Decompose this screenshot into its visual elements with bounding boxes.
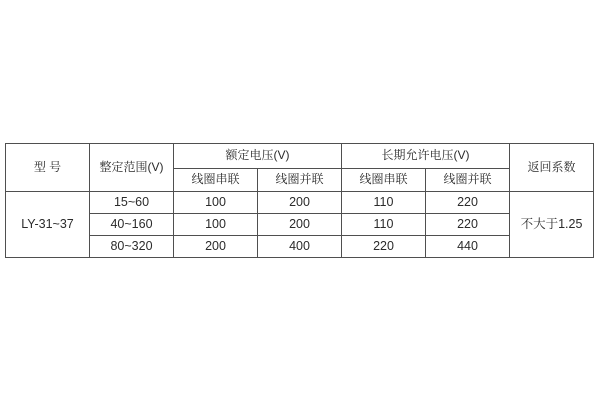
header-long-term-voltage: 长期允许电压(V) xyxy=(342,144,510,169)
header-setting-range: 整定范围(V) xyxy=(90,144,174,192)
header-model: 型 号 xyxy=(6,144,90,192)
rated-series-value: 100 xyxy=(174,192,258,214)
table-row xyxy=(6,214,594,236)
rated-series-value: 200 xyxy=(174,236,258,258)
setting-range-value: 80~320 xyxy=(90,236,174,258)
rated-parallel-value: 200 xyxy=(258,214,342,236)
subheader-rated-coil-parallel: 线圈并联 xyxy=(258,169,342,192)
longterm-parallel-value: 220 xyxy=(426,192,510,214)
rated-parallel-value: 400 xyxy=(258,236,342,258)
table-row xyxy=(6,192,594,214)
setting-range-value: 15~60 xyxy=(90,192,174,214)
table-header-row-top xyxy=(6,144,594,169)
longterm-series-value: 110 xyxy=(342,214,426,236)
longterm-parallel-value: 220 xyxy=(426,214,510,236)
longterm-series-value: 220 xyxy=(342,236,426,258)
subheader-longterm-coil-series: 线圈串联 xyxy=(342,169,426,192)
model-value: LY-31~37 xyxy=(6,192,90,258)
rated-parallel-value: 200 xyxy=(258,192,342,214)
return-coefficient-value: 不大于1.25 xyxy=(510,192,594,258)
rated-series-value: 100 xyxy=(174,214,258,236)
longterm-series-value: 110 xyxy=(342,192,426,214)
setting-range-value: 40~160 xyxy=(90,214,174,236)
longterm-parallel-value: 440 xyxy=(426,236,510,258)
relay-spec-table xyxy=(5,143,594,258)
table-row xyxy=(6,236,594,258)
subheader-longterm-coil-parallel: 线圈并联 xyxy=(426,169,510,192)
subheader-rated-coil-series: 线圈串联 xyxy=(174,169,258,192)
header-return-coefficient: 返回系数 xyxy=(510,144,594,192)
header-rated-voltage: 额定电压(V) xyxy=(174,144,342,169)
